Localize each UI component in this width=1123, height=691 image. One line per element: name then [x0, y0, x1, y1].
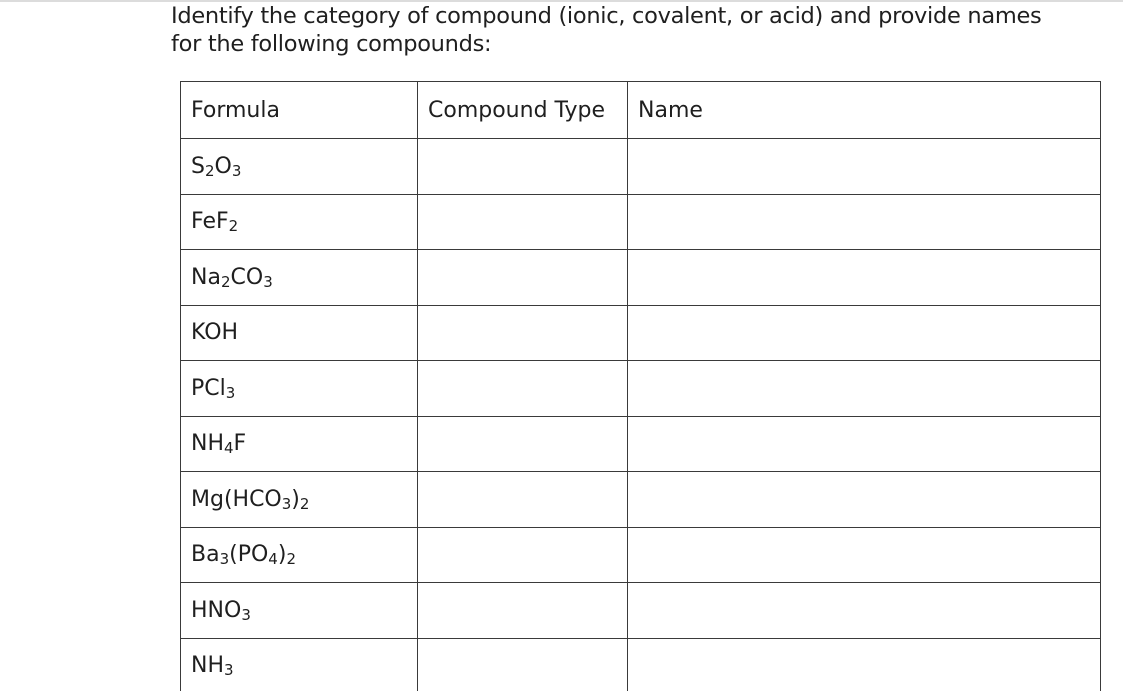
- formula-subscript: 3: [231, 161, 242, 180]
- formula-cell: [181, 305, 418, 361]
- formula-subscript: 3: [281, 494, 292, 513]
- name-cell[interactable]: [628, 472, 1101, 528]
- formula-text: F: [233, 431, 247, 457]
- formula-subscript: 2: [286, 550, 296, 569]
- instructions-line-1: Identify the category of compound (ionic, covalent, or acid) and provide names: [171, 3, 1042, 29]
- formula-cell: [181, 416, 418, 472]
- formula-cell: [181, 194, 418, 250]
- table-row: [181, 139, 1101, 195]
- table-row: [181, 472, 1101, 528]
- table-row: [181, 305, 1101, 361]
- compound-type-cell[interactable]: [418, 250, 628, 306]
- formula-text: ): [277, 542, 287, 568]
- compound-type-cell[interactable]: [418, 305, 628, 361]
- compound-type-cell[interactable]: [418, 638, 628, 691]
- formula-text: Mg(HCO: [191, 486, 282, 512]
- formula-text: KOH: [191, 320, 239, 346]
- formula-subscript: 3: [241, 605, 251, 624]
- name-cell[interactable]: [628, 527, 1101, 583]
- formula-cell: [181, 638, 418, 691]
- formula-text: ): [291, 486, 300, 512]
- compound-type-cell[interactable]: [418, 416, 628, 472]
- formula-text: Na: [191, 264, 221, 290]
- formula-subscript: 2: [220, 272, 231, 291]
- formula-cell: [181, 472, 418, 528]
- formula-subscript: 3: [225, 383, 236, 402]
- formula-cell: [181, 527, 418, 583]
- header-name: Name: [628, 82, 1101, 139]
- compound-type-cell[interactable]: [418, 583, 628, 639]
- name-cell[interactable]: [628, 638, 1101, 691]
- formula-cell: [181, 361, 418, 417]
- table-body: [181, 139, 1101, 691]
- formula-text: PCl: [191, 375, 226, 401]
- compound-type-cell[interactable]: [418, 194, 628, 250]
- name-cell[interactable]: [628, 416, 1101, 472]
- formula-subscript: 3: [219, 550, 230, 569]
- formula-subscript: 2: [228, 217, 239, 236]
- formula-cell: [181, 250, 418, 306]
- formula-text: HNO: [191, 597, 242, 623]
- header-formula: Formula: [181, 82, 418, 139]
- formula-cell: [181, 139, 418, 195]
- table-header-row: [181, 82, 1101, 139]
- table-row: [181, 527, 1101, 583]
- formula-text: NH: [191, 431, 224, 457]
- table-row: [181, 361, 1101, 417]
- formula-subscript: 4: [268, 550, 278, 569]
- name-cell[interactable]: [628, 139, 1101, 195]
- name-cell[interactable]: [628, 194, 1101, 250]
- instructions: [171, 2, 1101, 58]
- formula-text: CO: [230, 264, 264, 290]
- table-row: [181, 583, 1101, 639]
- formula-subscript: 3: [224, 661, 234, 680]
- formula-text: O: [214, 153, 232, 179]
- header-compound-type: Compound Type: [418, 82, 628, 139]
- formula-subscript: 3: [263, 272, 273, 291]
- name-cell[interactable]: [628, 361, 1101, 417]
- table-row: [181, 250, 1101, 306]
- formula-text: NH: [191, 653, 224, 679]
- formula-text: Ba: [191, 542, 220, 568]
- formula-text: (PO: [229, 542, 269, 568]
- table-row: [181, 416, 1101, 472]
- compound-type-cell[interactable]: [418, 527, 628, 583]
- table-row: [181, 194, 1101, 250]
- formula-subscript: 2: [299, 494, 310, 513]
- formula-subscript: 4: [224, 439, 234, 458]
- compound-type-cell[interactable]: [418, 139, 628, 195]
- name-cell[interactable]: [628, 250, 1101, 306]
- instructions-line-2: for the following compounds:: [171, 31, 492, 57]
- name-cell[interactable]: [628, 305, 1101, 361]
- compound-type-cell[interactable]: [418, 361, 628, 417]
- table-row: [181, 638, 1101, 691]
- formula-subscript: 2: [204, 161, 215, 180]
- formula-cell: [181, 583, 418, 639]
- compound-type-cell[interactable]: [418, 472, 628, 528]
- compound-table: [180, 81, 1101, 691]
- formula-text: FeF: [191, 209, 229, 235]
- formula-text: S: [191, 153, 205, 179]
- name-cell[interactable]: [628, 583, 1101, 639]
